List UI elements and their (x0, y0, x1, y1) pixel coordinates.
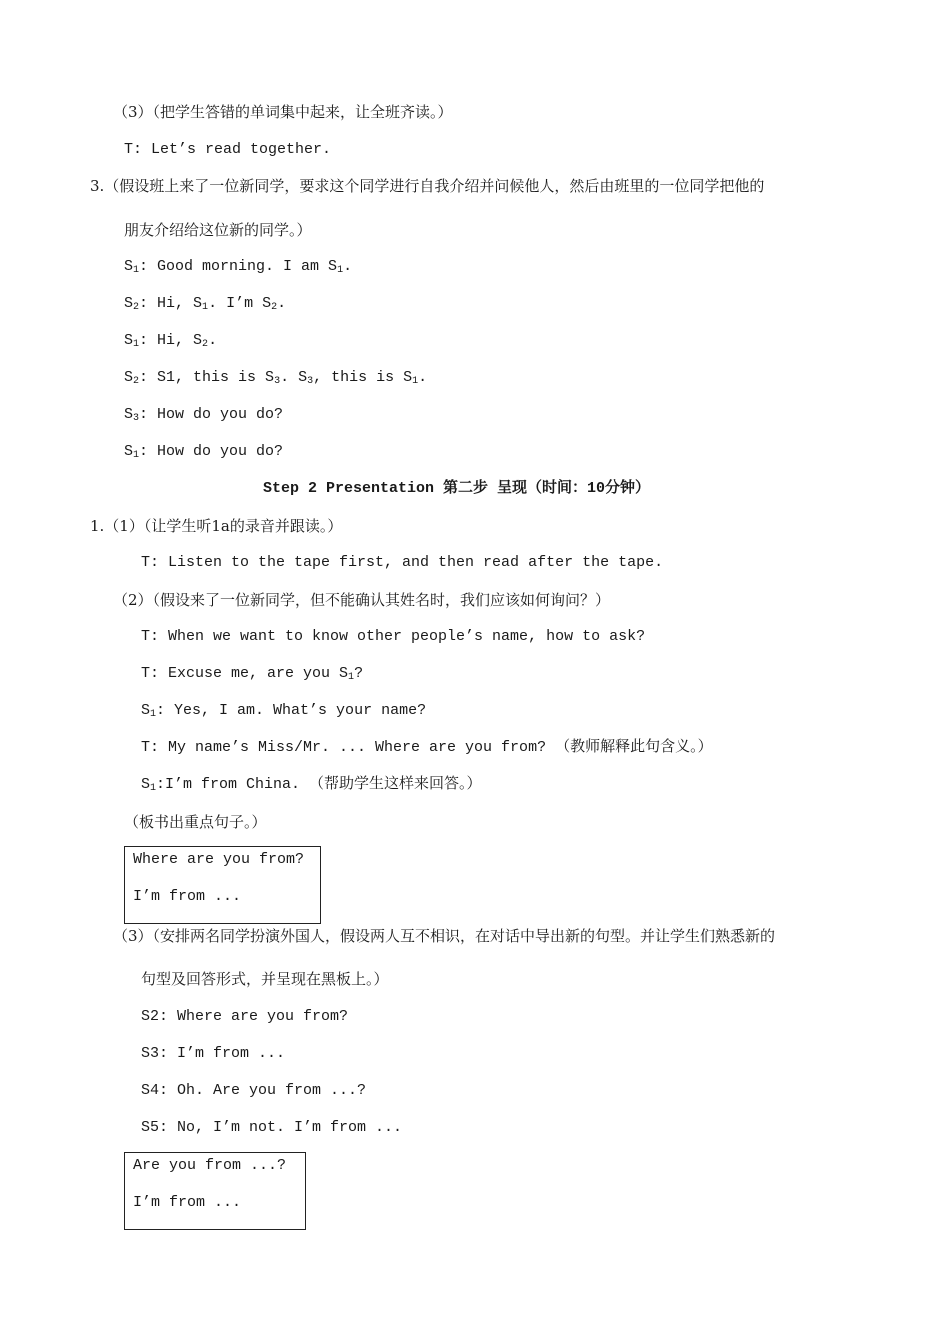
teacher-line: T: Let’s read together. (124, 141, 332, 158)
dialogue-line: $S_2$: S1, this is $S_3$. $S_3$, this is $S_1$. (124, 369, 428, 387)
teacher-line: T: When we want to know other people’s name, how to ask? (141, 628, 646, 645)
section-heading: Step 2 Presentation 第二步 呈现（时间：10分钟） (263, 480, 651, 497)
dialogue-line: $S_2$: Hi, $S_1$. I’m $S_2$. (124, 295, 287, 313)
dialogue-line: $S_1$: Good morning. I am $S_1$. (124, 258, 353, 276)
dialogue-line: $S_1$: Hi, $S_2$. (124, 332, 218, 350)
dialogue-line: $S_3$: How do you do? (124, 406, 284, 424)
blackboard-sentence: I’m from ... (133, 1194, 242, 1211)
dialogue-line: S5: No, I’m not. I’m from ... (141, 1119, 403, 1136)
dialogue-line: S3: I’m from ... (141, 1045, 286, 1062)
blackboard-sentence: Where are you from? (133, 851, 305, 868)
blackboard-sentence: Are you from ...? (133, 1157, 287, 1174)
instruction-line: （3）（把学生答错的单词集中起来，让全班齐读。） (113, 103, 453, 121)
instruction-line: （3）（安排两名同学扮演外国人，假设两人互不相识，在对话中导出新的句型。并让学生们熟悉新的 (113, 927, 776, 945)
dialogue-line: $S_1$: How do you do? (124, 443, 284, 461)
instruction-line: 3.（假设班上来了一位新同学，要求这个同学进行自我介绍并问候他人，然后由班里的一位同学把他的 (90, 177, 765, 195)
instruction-line: 1.（1）（让学生听1a的录音并跟读。） (90, 517, 343, 535)
dialogue-line: S4: Oh. Are you from ...? (141, 1082, 367, 1099)
teacher-line: T: My name’s Miss/Mr. ... Where are you from? （教师解释此句含义。） (141, 739, 713, 756)
dialogue-line: $S_1$: Yes, I am. What’s your name? (141, 702, 427, 720)
instruction-line: 朋友介绍给这位新的同学。） (124, 221, 312, 239)
instruction-line: （2）（假设来了一位新同学，但不能确认其姓名时，我们应该如何询问？） (113, 591, 611, 609)
dialogue-line: $S_1:I’m$ from China. （帮助学生这样来回答。） (141, 776, 482, 794)
teacher-line: T: Listen to the tape first, and then read after the tape. (141, 554, 664, 571)
dialogue-line: S2: Where are you from? (141, 1008, 349, 1025)
instruction-line: 句型及回答形式，并呈现在黑板上。） (141, 970, 389, 988)
instruction-line: （板书出重点句子。） (124, 813, 267, 831)
teacher-line: T: Excuse me, are you $S_1$? (141, 665, 364, 683)
blackboard-sentence: I’m from ... (133, 888, 242, 905)
